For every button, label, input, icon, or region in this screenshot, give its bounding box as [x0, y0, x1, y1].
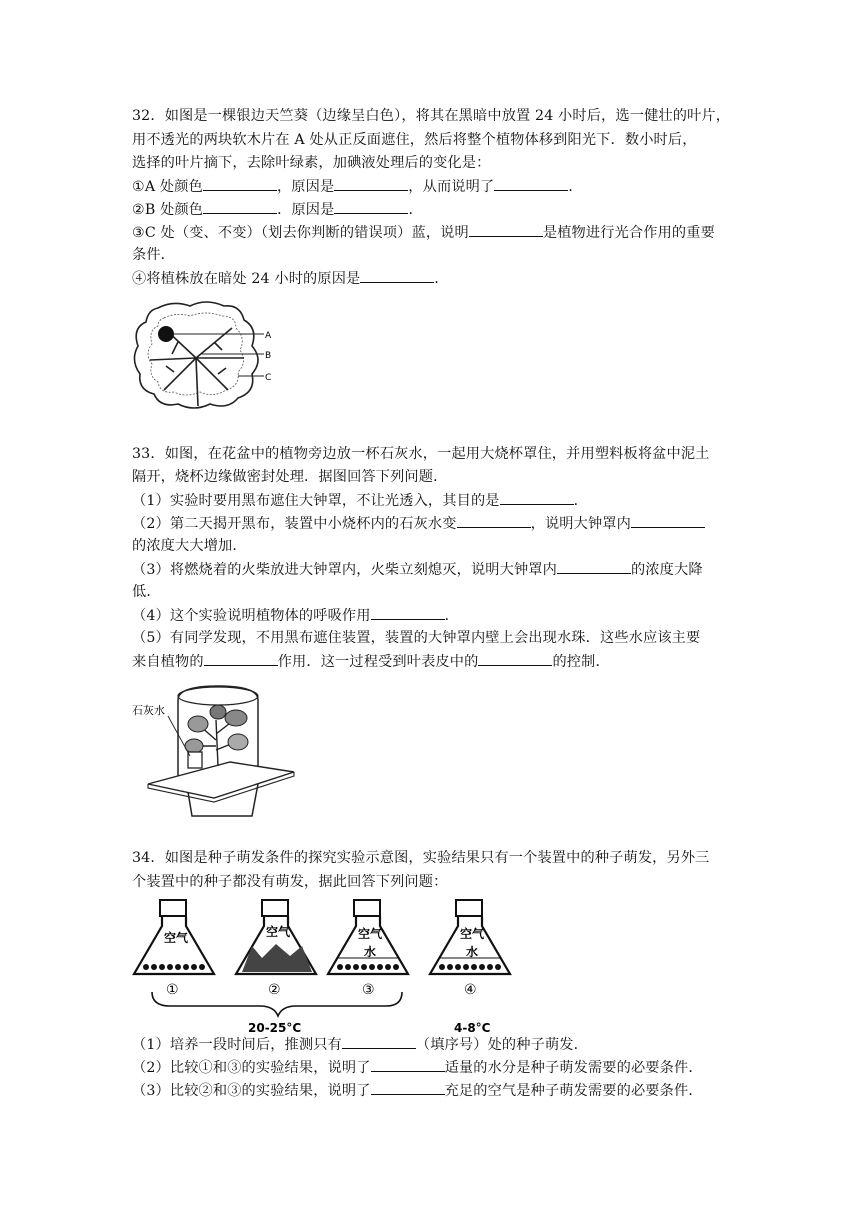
q34-sub1	[132, 1034, 588, 1055]
q33-stem-line2: 隔开，烧杯边缘做密封处理．据图回答下列问题．	[132, 469, 448, 485]
answer-blank[interactable]	[371, 1057, 445, 1072]
answer-blank[interactable]	[494, 176, 568, 191]
limewater-cup	[188, 752, 202, 768]
flask-3-air: 空气	[358, 927, 383, 941]
flask-2-air: 空气	[266, 925, 291, 939]
flask-3-number: ③	[362, 982, 375, 998]
flask-4	[430, 900, 510, 974]
q32-item2	[132, 199, 423, 220]
q32-item4-text-a: ④将植株放在暗处 24 小时的原因是	[132, 271, 361, 287]
q33-sub4	[132, 605, 459, 626]
q32-item1-text-b: ，原因是	[276, 179, 335, 195]
answer-blank[interactable]	[469, 222, 543, 237]
answer-blank[interactable]	[371, 605, 445, 620]
q33-sub2-text-a: （2）第二天揭开黑布，装置中小烧杯内的石灰水变	[132, 516, 457, 532]
answer-blank[interactable]	[203, 176, 277, 191]
answer-blank[interactable]	[478, 651, 552, 666]
q34-stem-line2: 个装置中的种子都没有萌发，据此回答下列问题：	[132, 874, 448, 890]
answer-blank[interactable]	[457, 513, 531, 528]
q32-item3-cont: 条件．	[132, 247, 176, 263]
q33-sub1-text-b: ．	[573, 493, 588, 509]
q32-item2-text-a: ②B 处颜色	[132, 202, 204, 218]
q33-sub2-cont: 的浓度大大增加．	[132, 538, 247, 554]
flask-2-number: ②	[268, 982, 281, 998]
temp-label-cold: 4-8°C	[454, 1021, 491, 1034]
q32-stem-line3: 选择的叶片摘下，去除叶绿素，加碘液处理后的变化是：	[132, 155, 491, 171]
q32-item1-text-c: ，从而说明了	[408, 179, 495, 195]
q32-item2-text-c: ．	[408, 202, 423, 218]
limewater-label: 石灰水	[132, 704, 165, 717]
answer-blank[interactable]	[334, 199, 408, 214]
flask-4-number: ④	[464, 982, 477, 998]
foil-cover-a	[158, 326, 174, 342]
answer-blank[interactable]	[371, 1080, 445, 1095]
q34-sub1-text-b: （填序号）处的种子萌发．	[415, 1037, 588, 1053]
q32-item4	[132, 268, 449, 289]
flask-4-water: 水	[466, 945, 479, 959]
q32-stem-line2: 用不透光的两块软木片在 A 处从正反面遮住，然后将整个植物体移到阳光下．数小时后，	[132, 132, 697, 148]
temp-label-warm: 20-25°C	[248, 1021, 302, 1034]
q33-sub2-text-b: ，说明大钟罩内	[530, 516, 631, 532]
q33-sub5: （5）有同学发现，不用黑布遮住装置，装置的大钟罩内壁上会出现水珠．这些水应该主要	[132, 630, 701, 646]
flask-1	[134, 900, 214, 974]
answer-blank[interactable]	[203, 199, 277, 214]
q32-item3	[132, 222, 715, 243]
q33-sub5-text-d: 的控制．	[552, 654, 610, 670]
q33-sub3-cont: 低．	[132, 584, 161, 600]
q33-sub3	[132, 559, 703, 580]
answer-blank[interactable]	[631, 513, 705, 528]
q33-sub5-text-b: 来自植物的	[132, 654, 204, 670]
q34-sub2-text-b: 适量的水分是种子萌发需要的必要条件．	[444, 1060, 703, 1076]
leaf-figure	[128, 298, 278, 414]
flask-2	[236, 900, 316, 974]
q32-item3-text-a: ③C 处（变、不变）（划去你判断的错误项）蓝，说明	[132, 225, 469, 241]
q33-sub4-text-a: （4）这个实验说明植物体的呼吸作用	[132, 608, 371, 624]
leaf-label-a: A	[265, 331, 272, 341]
leaf-label-c: C	[265, 373, 272, 383]
q32-stem-line1: 32．如图是一棵银边天竺葵（边缘呈白色），将其在黑暗中放置 24 小时后，选一健壮的叶片，	[132, 108, 731, 124]
bell-jar-figure	[130, 680, 310, 820]
q34-sub3	[132, 1080, 703, 1101]
flask-1-air: 空气	[164, 931, 189, 945]
answer-blank[interactable]	[204, 651, 278, 666]
q33-sub1-text-a: （1）实验时要用黑布遮住大钟罩，不让光透入，其目的是	[132, 493, 500, 509]
q33-stem-line1: 33．如图，在花盆中的植物旁边放一杯石灰水，一起用大烧杯罩住，并用塑料板将盆中泥土	[132, 446, 710, 462]
seed-germination-figure	[130, 896, 530, 1034]
answer-blank[interactable]	[557, 559, 631, 574]
flask-3	[328, 900, 408, 974]
flask-4-air: 空气	[460, 927, 485, 941]
answer-blank[interactable]	[334, 176, 408, 191]
q34-sub2	[132, 1057, 703, 1078]
q33-sub3-text-b: 的浓度大降	[630, 562, 703, 578]
q32-item1-text-a: ①A 处颜色	[132, 179, 203, 195]
flask-1-number: ①	[166, 982, 179, 998]
q34-sub2-text-a: （2）比较①和③的实验结果，说明了	[132, 1060, 371, 1076]
q34-sub1-text-a: （1）培养一段时间后，推测只有	[132, 1037, 342, 1053]
q33-sub4-text-b: ．	[444, 608, 459, 624]
q33-sub1	[132, 490, 588, 511]
answer-blank[interactable]	[360, 268, 434, 283]
q33-sub3-text-a: （3）将燃烧着的火柴放进大钟罩内，火柴立刻熄灭，说明大钟罩内	[132, 562, 557, 578]
answer-blank[interactable]	[342, 1034, 416, 1049]
flask-3-water: 水	[364, 945, 377, 959]
q32-item4-text-b: ．	[434, 271, 449, 287]
q34-sub3-text-b: 充足的空气是种子萌发需要的必要条件．	[444, 1083, 703, 1099]
q32-item1-text-d: ．	[568, 179, 583, 195]
q33-sub5-cont	[132, 651, 610, 672]
q32-item3-text-b: 是植物进行光合作用的重要	[542, 225, 715, 241]
q34-stem-line1: 34．如图是种子萌发条件的探究实验示意图，实验结果只有一个装置中的种子萌发，另外三	[132, 850, 710, 866]
answer-blank[interactable]	[500, 490, 574, 505]
leaf-label-b: B	[265, 351, 272, 361]
q33-sub5-text-c: 作用．这一过程受到叶表皮中的	[277, 654, 479, 670]
q33-sub2	[132, 513, 705, 534]
q34-sub3-text-a: （3）比较②和③的实验结果，说明了	[132, 1083, 371, 1099]
q32-item2-text-b: ．原因是	[277, 202, 335, 218]
q32-item1	[132, 176, 583, 197]
